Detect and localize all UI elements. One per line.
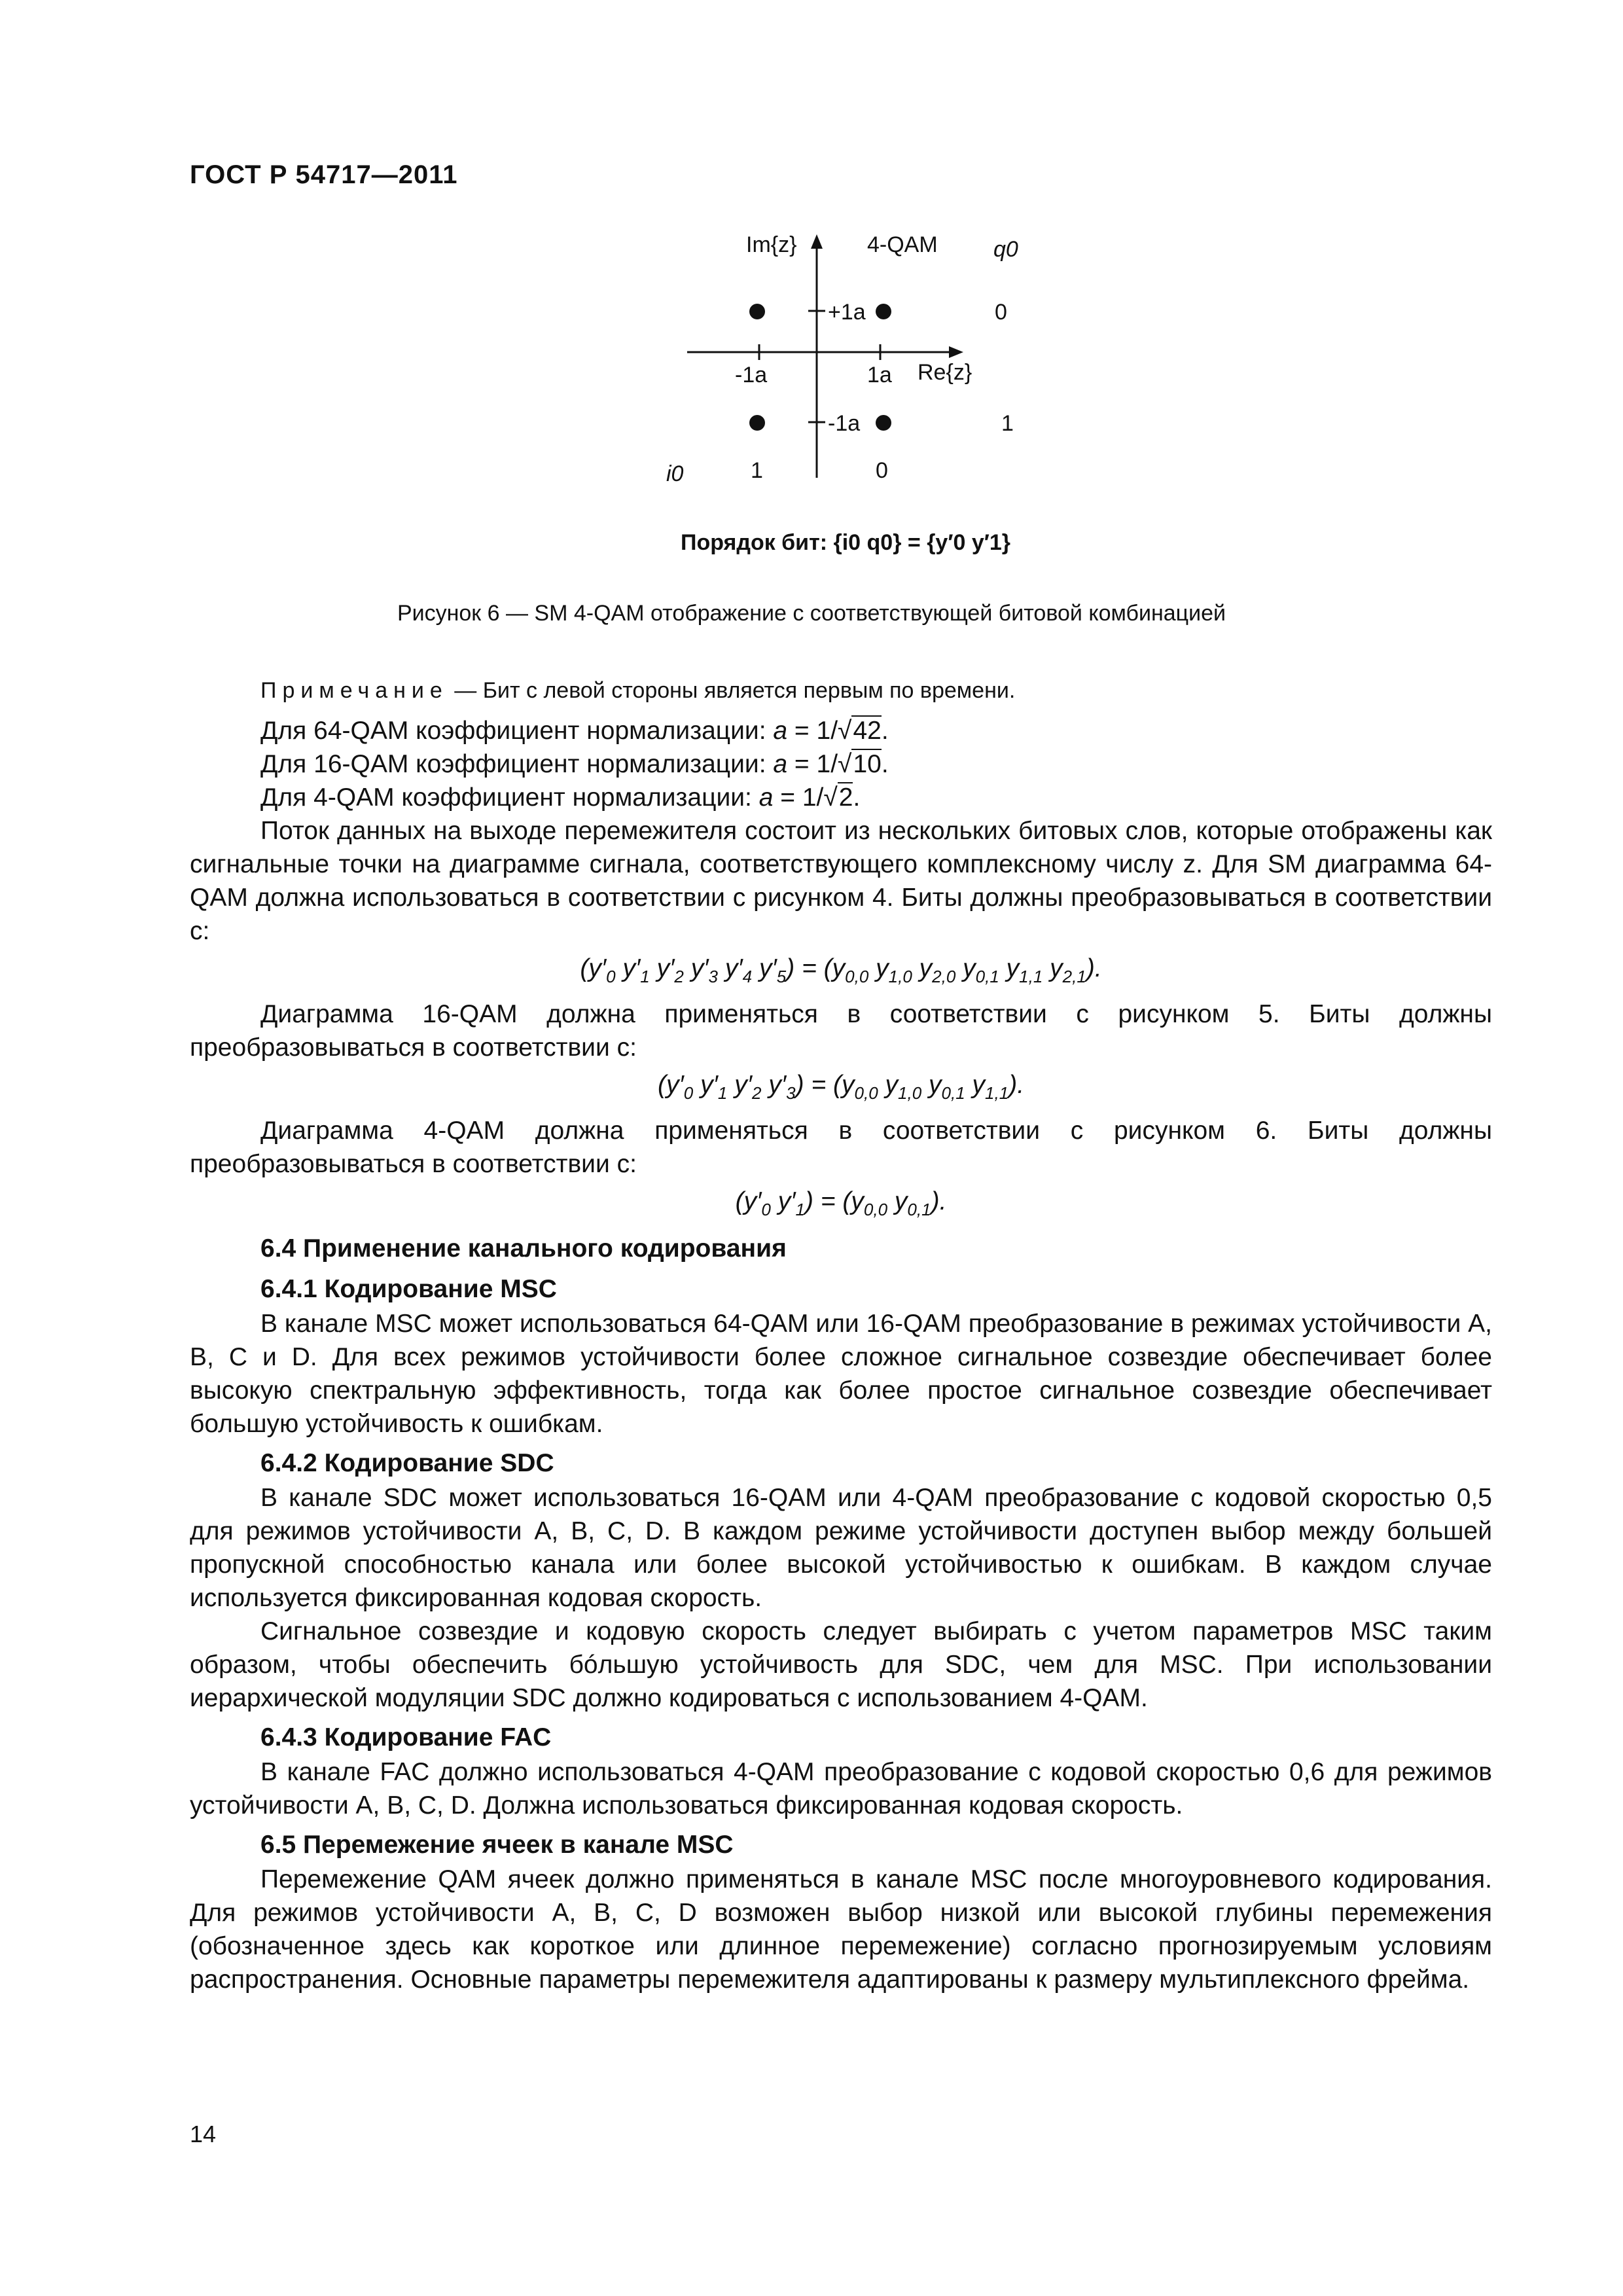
- formula-16qam: ($y'_0$ $y'_1$ $y'_2$ $y'_3) = (y_{0,0}$ $y_{1,0}$ $y_{0,1}$ $y_{1,1}$).: [657, 1070, 1025, 1103]
- section-6-5-heading: 6.5 Перемежение ячеек в канале MSC: [260, 1831, 734, 1859]
- page-number: 14: [190, 2121, 217, 2147]
- paragraph-16qam: Диаграмма 16-QAM должна применяться в соответствии с рисунком 5. Биты должны преобразовываться в соответствии с:: [190, 999, 1492, 1062]
- figure-title: 4-QAM: [867, 232, 938, 257]
- formula-4qam: ($y'_0$ $y'_1) = (y_{0,0}$ $y_{0,1}$).: [735, 1187, 947, 1219]
- section-6-4-3-heading: 6.4.3 Кодирование FAC: [260, 1723, 552, 1752]
- point-01: [876, 415, 891, 431]
- tick-minus-x: -1a: [735, 363, 768, 387]
- x-axis-label: Re{z}: [918, 360, 972, 385]
- paragraph-6-5: Перемежение QAM ячеек должно применяться в канале MSC после многоуровневого кодирования. Для режимов устойчивости A, B, C, D возможен выбор низкой или высокой глубины перемежения (обозначенное здесь как короткое или длинное перемежение) согласно прогнозируемым условиям распространения. Основные параметры перемежителя адаптированы к размеру мультиплексного фрейма.: [190, 1865, 1492, 1994]
- standard-header: ГОСТ Р 54717—2011: [190, 160, 458, 189]
- formula-64qam: ($y'_0$ $y'_1$ $y'_2$ $y'_3$ $y'_4$ $y'_5) = (y_{0,0}$ $y_{1,0}$ $y_{2,0}$ $y_{0,1}$ $y_{1,1}$ $y_{2,1}$).: [580, 954, 1102, 986]
- i-col1-value: 1: [751, 458, 763, 483]
- q0-label: q0: [993, 237, 1018, 262]
- point-11: [749, 415, 765, 431]
- point-00: [876, 304, 891, 319]
- paragraph-6-4-1: В канале MSC может использоваться 64-QAM или 16-QAM преобразование в режимах устойчивости A, B, C и D. Для всех режимов устойчивости более сложное сигнальное созвездие обеспечивает более высокую спектральную эффективность, тогда как более простое сигнальное созвездие обеспечивает большую устойчивость к ошибкам.: [190, 1310, 1492, 1439]
- paragraph-mapping: Поток данных на выходе перемежителя состоит из нескольких битовых слов, которые отображены как сигнальные точки на диаграмме сигнала, соответствующего комплексному числу z. Для SM диаграмма 64-QAM должна использоваться в соответствии с рисунком 4. Биты должны преобразовываться в соответствии с:: [190, 817, 1492, 945]
- figure-caption: Рисунок 6 — SM 4-QAM отображение с соответствующей битовой комбинацией: [397, 601, 1226, 626]
- q-row1-value: 0: [995, 300, 1007, 325]
- q-row2-value: 1: [1001, 411, 1014, 436]
- paragraph-6-4-3: В канале FAC должно использоваться 4-QAM преобразование с кодовой скоростью 0,6 для режимов устойчивости A, B, C, D. Должна использоваться фиксированная кодовая скорость.: [190, 1758, 1492, 1820]
- norm-16qam: Для 16-QAM коэффициент нормализации: a = 1/√10.: [260, 750, 889, 778]
- section-6-4-heading: 6.4 Применение канального кодирования: [260, 1234, 787, 1263]
- i-col2-value: 0: [876, 458, 888, 483]
- i0-label: i0: [666, 461, 684, 486]
- note: [190, 674, 1492, 708]
- paragraph-4qam: Диаграмма 4-QAM должна применяться в соответствии с рисунком 6. Биты должны преобразовываться в соответствии с:: [190, 1116, 1492, 1178]
- x-axis-arrow: [949, 346, 963, 358]
- document-body: [190, 674, 1492, 1996]
- paragraph-6-4-2b: Сигнальное созвездие и кодовую скорость следует выбирать с учетом параметров MSC таким образом, чтобы обеспечить бóльшую устойчивость для SDC, чем для MSC. При использовании иерархической модуляции SDC должно кодироваться с использованием 4-QAM.: [190, 1617, 1492, 1713]
- y-axis-arrow: [811, 234, 823, 249]
- y-axis-label: Im{z}: [746, 232, 797, 257]
- tick-plus-x: 1a: [867, 363, 892, 387]
- note-label: Примечание: [260, 678, 448, 703]
- section-6-4-2-heading: 6.4.2 Кодирование SDC: [260, 1449, 554, 1478]
- note-text: — Бит с левой стороны является первым по времени.: [448, 678, 1016, 703]
- point-10: [749, 304, 765, 319]
- paragraph-6-4-2a: В канале SDC может использоваться 16-QAM или 4-QAM преобразование с кодовой скоростью 0,5 для режимов устойчивости A, B, C, D. В каждом режиме устойчивости доступен выбор между большей пропускной способностью канала или более высокой устойчивостью к ошибкам. В каждом случае используется фиксированная кодовая скорость.: [190, 1484, 1492, 1613]
- tick-plus-y: +1a: [828, 300, 866, 325]
- norm-4qam: Для 4-QAM коэффициент нормализации: a = 1/√2.: [260, 783, 861, 812]
- norm-64qam: Для 64-QAM коэффициент нормализации: a = 1/√42.: [260, 717, 889, 745]
- bit-order-label: Порядок бит: {i0 q0} = {y′0 y′1}: [681, 530, 1011, 555]
- tick-minus-y: -1a: [828, 411, 861, 436]
- qam-constellation-figure: [641, 223, 1099, 563]
- section-6-4-1-heading: 6.4.1 Кодирование MSC: [260, 1275, 557, 1304]
